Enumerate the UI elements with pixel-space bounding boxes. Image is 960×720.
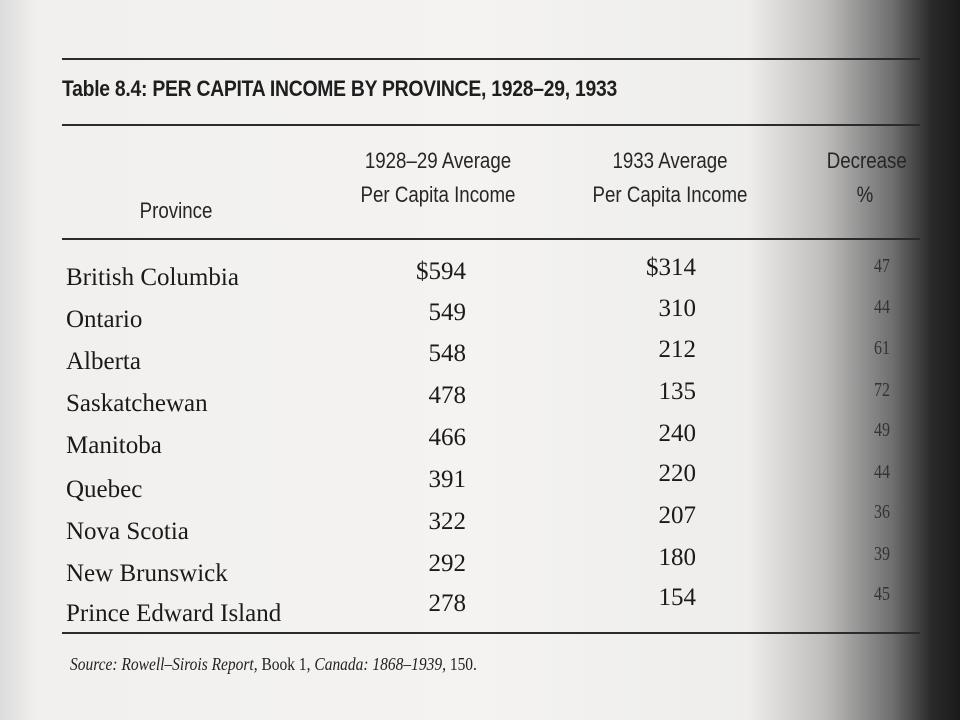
row-decrease: 44 — [874, 461, 890, 483]
row-decrease: 72 — [874, 379, 890, 401]
row-income-1928: 478 — [428, 382, 466, 409]
header-decrease — [826, 144, 907, 212]
row-income-1928: 548 — [428, 340, 466, 367]
row-income-1933: 135 — [658, 378, 696, 405]
row-income-1933: $314 — [646, 254, 696, 281]
header-decrease-line1: Decrease — [826, 148, 907, 173]
row-province: Prince Edward Island — [66, 600, 282, 627]
row-province: Manitoba — [66, 432, 162, 459]
header-1928-line2: Per Capita Income — [360, 182, 516, 207]
source-subtitle: Canada: 1868–1939, — [314, 654, 446, 674]
source-note — [70, 654, 477, 675]
row-income-1928: 278 — [428, 590, 466, 617]
row-income-1933: 180 — [658, 544, 696, 571]
header-1933-line2: Per Capita Income — [592, 182, 748, 207]
row-decrease: 39 — [874, 543, 890, 565]
row-province: British Columbia — [66, 264, 239, 291]
row-income-1933: 212 — [658, 336, 696, 363]
row-income-1928: 466 — [428, 424, 466, 451]
row-decrease: 36 — [874, 501, 890, 523]
row-province: Nova Scotia — [66, 518, 189, 545]
row-income-1928: $594 — [416, 258, 466, 285]
bleed-through-text — [70, 8, 76, 35]
header-1928-line1: 1928–29 Average — [364, 148, 512, 173]
header-1928-avg — [345, 144, 532, 212]
row-income-1928: 391 — [428, 466, 466, 493]
row-province: Ontario — [66, 306, 143, 333]
bottom-rule — [62, 632, 920, 634]
row-province: Saskatchewan — [66, 390, 208, 417]
header-1933-avg — [577, 144, 764, 212]
header-decrease-line2: % — [856, 182, 874, 207]
row-decrease: 45 — [874, 583, 890, 605]
header-1933-line1: 1933 Average — [612, 148, 728, 173]
row-income-1933: 240 — [658, 420, 696, 447]
source-work: Rowell–Sirois Report, — [121, 654, 258, 674]
table-caption: Table 8.4: PER CAPITA INCOME BY PROVINCE, 1928–29, 1933 — [62, 76, 618, 101]
row-decrease: 44 — [874, 296, 890, 318]
row-decrease: 61 — [874, 337, 890, 359]
row-income-1933: 220 — [658, 460, 696, 487]
row-income-1933: 154 — [658, 584, 696, 611]
header-province: Province — [139, 198, 213, 223]
row-income-1928: 322 — [428, 508, 466, 535]
source-page: 150. — [445, 654, 477, 674]
top-rule — [62, 58, 920, 60]
row-income-1933: 207 — [658, 502, 696, 529]
row-province: New Brunswick — [66, 560, 228, 587]
row-province: Alberta — [66, 348, 141, 375]
header-rule — [62, 238, 920, 240]
source-prefix: Source: — [70, 654, 122, 674]
row-province: Quebec — [66, 476, 143, 503]
row-decrease: 49 — [874, 419, 890, 441]
source-book: Book 1, — [257, 654, 315, 674]
row-decrease: 47 — [874, 255, 890, 277]
row-income-1933: 310 — [658, 295, 696, 322]
row-income-1928: 549 — [428, 299, 466, 326]
row-income-1928: 292 — [428, 550, 466, 577]
caption-rule — [62, 124, 920, 126]
